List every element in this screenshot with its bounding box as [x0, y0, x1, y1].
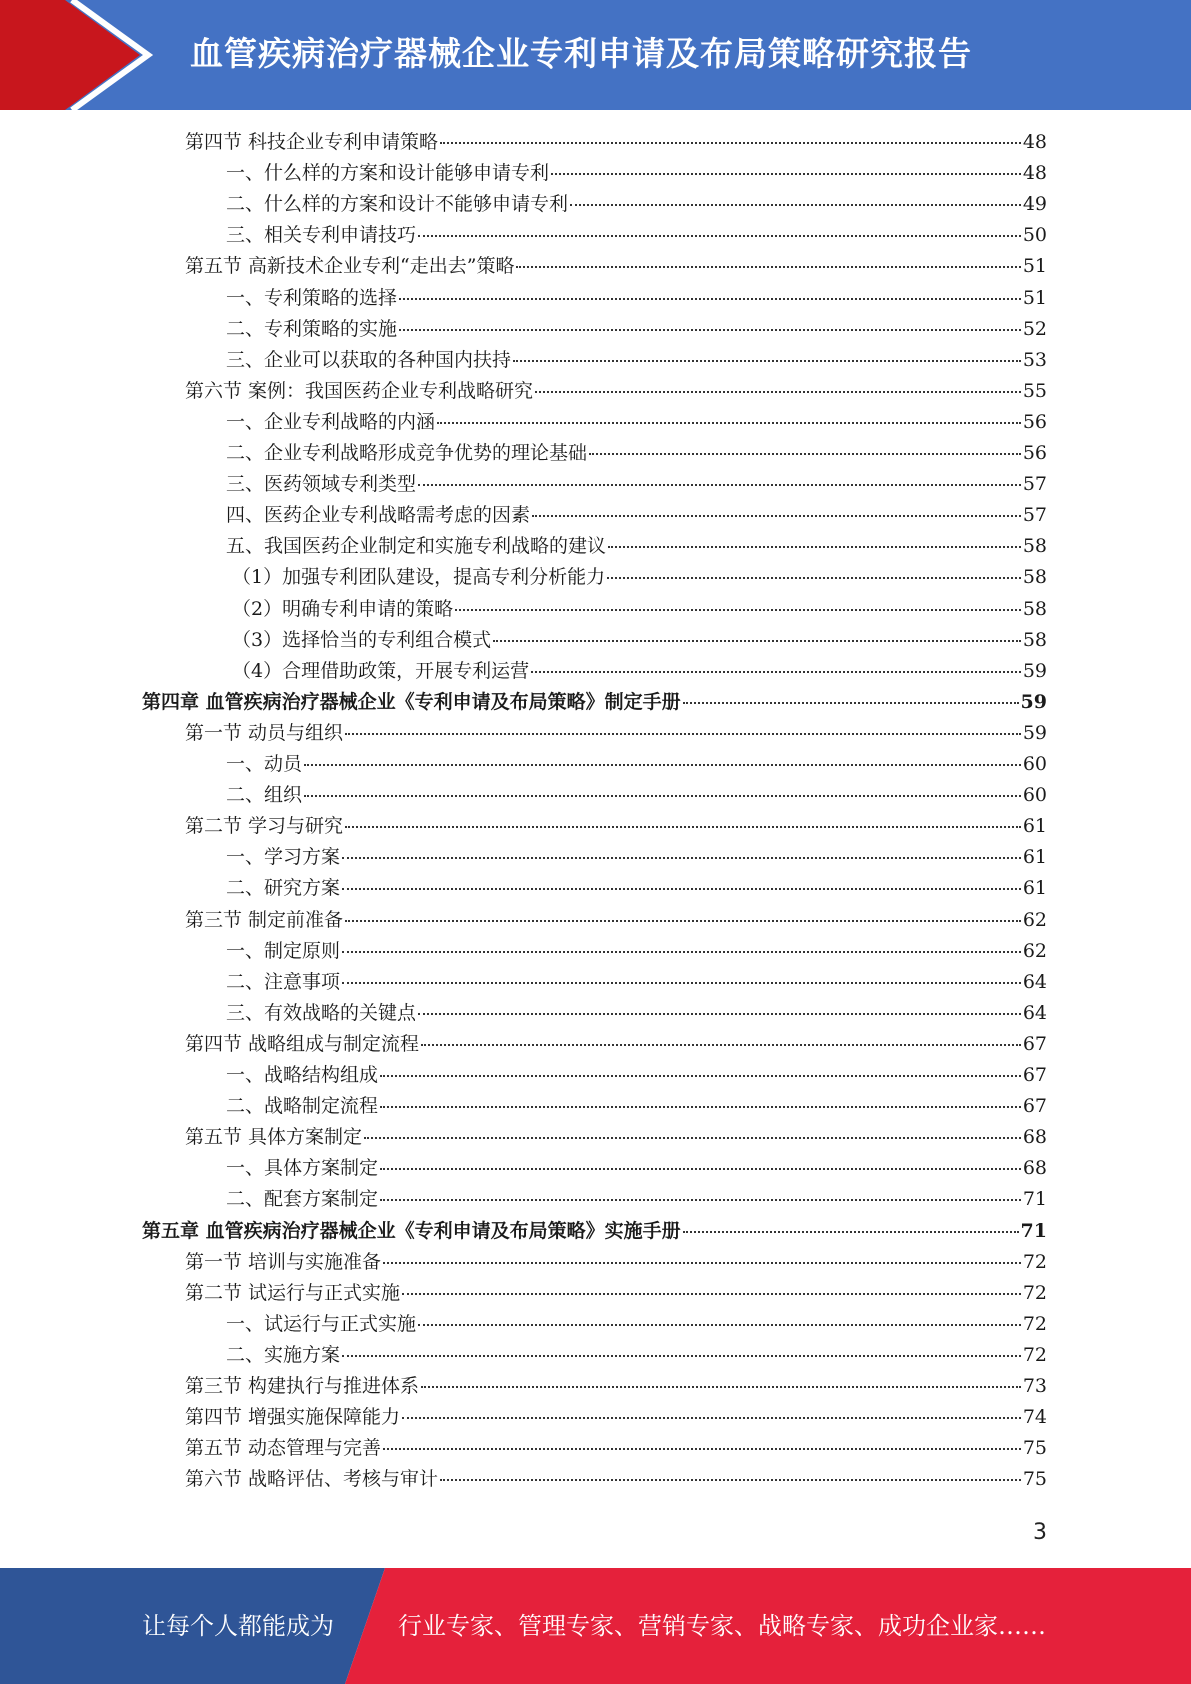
toc-entry-page: 61: [1022, 877, 1047, 900]
footer-slogan-left: 让每个人都能成为: [142, 1612, 334, 1640]
toc-entry-page: 64: [1022, 1001, 1047, 1024]
toc-entry-label: 第五章 血管疾病治疗器械企业《专利申请及布局策略》实施手册: [142, 1219, 681, 1242]
dot-leader: [493, 639, 1021, 642]
toc-entry-label: （4）合理借助政策，开展专利运营: [232, 659, 530, 682]
toc-entry-page: 57: [1022, 504, 1047, 527]
toc-entry-label: 第一节 培训与实施准备: [185, 1250, 382, 1273]
toc-entry-page: 48: [1022, 162, 1047, 185]
toc-entry-page: 60: [1022, 753, 1047, 775]
dot-leader: [437, 421, 1021, 424]
toc-entry-page: 58: [1022, 535, 1047, 558]
dot-leader: [551, 172, 1021, 175]
toc-entry-label: 二、战略制定流程: [226, 1095, 379, 1118]
dot-leader: [421, 1385, 1021, 1388]
toc-entry-label: 第三节 构建执行与推进体系: [185, 1375, 420, 1397]
dot-leader: [535, 390, 1021, 393]
toc-entry-page: 59: [1020, 690, 1047, 713]
toc-entry-label: 二、什么样的方案和设计不能够申请专利: [226, 193, 569, 216]
dot-leader: [421, 1043, 1021, 1046]
toc-entry-page: 56: [1022, 410, 1047, 433]
dot-leader: [304, 763, 1021, 766]
toc-entry[interactable]: [185, 376, 1047, 407]
toc-entry[interactable]: [226, 1153, 1047, 1184]
toc-entry-page: 58: [1022, 566, 1047, 589]
toc-entry[interactable]: [226, 345, 1047, 376]
toc-entry-page: 52: [1022, 317, 1047, 340]
toc-entry-page: 48: [1022, 131, 1047, 153]
toc-entry[interactable]: [185, 1278, 1047, 1309]
toc-entry-label: 第六节 战略评估、考核与审计: [185, 1468, 439, 1491]
toc-entry-page: 64: [1022, 970, 1047, 993]
toc-entry[interactable]: [226, 1340, 1047, 1371]
toc-entry[interactable]: [226, 220, 1047, 251]
toc-entry[interactable]: [226, 438, 1047, 469]
toc-entry-label: 一、试运行与正式实施: [226, 1312, 417, 1335]
toc-entry[interactable]: [185, 1029, 1047, 1060]
toc-entry-label: 一、企业专利战略的内涵: [226, 410, 436, 433]
dot-leader: [516, 265, 1020, 268]
toc-entry-page: 51: [1022, 286, 1047, 309]
toc-entry-page: 75: [1022, 1437, 1047, 1460]
dot-leader: [345, 919, 1021, 922]
dot-leader: [418, 234, 1021, 237]
page-number: 3: [1033, 1520, 1047, 1545]
toc-entry-page: 49: [1022, 193, 1047, 216]
toc-entry-page: 72: [1022, 1281, 1047, 1304]
dot-leader: [455, 608, 1021, 611]
toc-entry-label: 三、相关专利申请技巧: [226, 224, 417, 247]
toc-entry-page: 57: [1022, 473, 1047, 496]
toc-entry-label: 一、制定原则: [226, 939, 341, 962]
toc-entry-page: 73: [1022, 1375, 1047, 1397]
dot-leader: [399, 297, 1021, 300]
toc-entry[interactable]: [185, 1402, 1047, 1433]
toc-entry-label: 第一节 动员与组织: [185, 721, 344, 744]
toc-entry[interactable]: [185, 905, 1047, 936]
dot-leader: [402, 1416, 1021, 1419]
toc-entry[interactable]: [226, 314, 1047, 345]
toc-entry-label: 第四章 血管疾病治疗器械企业《专利申请及布局策略》制定手册: [142, 690, 681, 713]
dot-leader: [683, 701, 1019, 704]
page-header: [0, 0, 1191, 110]
toc-entry-label: 二、实施方案: [226, 1343, 341, 1366]
toc-entry-page: 71: [1022, 1188, 1047, 1211]
toc-entry[interactable]: [226, 407, 1047, 438]
toc-entry[interactable]: [226, 1060, 1047, 1091]
toc-entry-page: 72: [1022, 1312, 1047, 1335]
dot-leader: [342, 856, 1021, 859]
dot-leader: [345, 825, 1021, 828]
toc-entry-page: 59: [1022, 659, 1047, 682]
toc-entry-page: 67: [1022, 1095, 1047, 1118]
toc-entry[interactable]: [226, 189, 1047, 220]
toc-entry-label: 一、具体方案制定: [226, 1157, 379, 1180]
toc-entry-page: 75: [1022, 1468, 1047, 1491]
dot-leader: [683, 1230, 1019, 1233]
dot-leader: [383, 1261, 1021, 1264]
toc-entry-page: 72: [1022, 1250, 1047, 1273]
toc-entry-label: 四、医药企业专利战略需考虑的因素: [226, 504, 531, 527]
toc-entry-label: 第五节 具体方案制定: [185, 1126, 363, 1149]
toc-entry-label: 一、学习方案: [226, 846, 341, 869]
toc-entry-page: 59: [1022, 721, 1047, 744]
toc-entry-label: 三、有效战略的关键点: [226, 1001, 417, 1024]
toc-entry-label: （1）加强专利团队建设，提高专利分析能力: [232, 566, 606, 589]
toc-entry-label: （3）选择恰当的专利组合模式: [232, 628, 492, 651]
toc-entry-label: 二、专利策略的实施: [226, 317, 398, 340]
toc-entry-page: 68: [1022, 1126, 1047, 1149]
toc-entry-page: 55: [1022, 379, 1047, 402]
footer-slogan-right: 行业专家、管理专家、营销专家、战略专家、成功企业家……: [398, 1612, 1046, 1640]
toc-entry-page: 58: [1022, 628, 1047, 651]
toc-entry-label: 三、医药领域专利类型: [226, 473, 417, 496]
toc-entry[interactable]: [226, 936, 1047, 967]
toc-entry[interactable]: [226, 1091, 1047, 1122]
dot-leader: [380, 1074, 1021, 1077]
toc-entry[interactable]: [226, 1184, 1047, 1215]
dot-leader: [589, 452, 1021, 455]
page-footer: [0, 1568, 1191, 1684]
toc-entry-page: 71: [1020, 1219, 1047, 1242]
toc-entry-page: 68: [1022, 1157, 1047, 1180]
dot-leader: [440, 1478, 1021, 1481]
toc-entry-page: 61: [1022, 815, 1047, 838]
toc-entry-label: 第五节 动态管理与完善: [185, 1437, 382, 1460]
toc-entry-label: 一、动员: [226, 753, 303, 775]
toc-entry[interactable]: [226, 749, 1047, 780]
toc-entry[interactable]: [232, 594, 1047, 625]
toc-entry[interactable]: [185, 1371, 1047, 1402]
dot-leader: [418, 1012, 1021, 1015]
toc-entry-label: （2）明确专利申请的策略: [232, 597, 454, 620]
toc-entry[interactable]: [226, 873, 1047, 904]
toc-entry-page: 61: [1022, 846, 1047, 869]
toc-entry-page: 72: [1022, 1343, 1047, 1366]
toc-entry-label: 第四节 战略组成与制定流程: [185, 1032, 420, 1055]
toc-entry-label: 二、配套方案制定: [226, 1188, 379, 1211]
dot-leader: [342, 1354, 1021, 1357]
toc-entry[interactable]: [232, 562, 1047, 593]
toc-entry-page: 62: [1022, 908, 1047, 931]
toc-entry-label: 第四节 科技企业专利申请策略: [185, 131, 439, 153]
dot-leader: [380, 1167, 1021, 1170]
toc-entry[interactable]: [226, 998, 1047, 1029]
dot-leader: [440, 141, 1021, 144]
dot-leader: [513, 359, 1021, 362]
toc-entry-label: 第四节 增强实施保障能力: [185, 1406, 401, 1429]
toc-entry-page: 56: [1022, 442, 1047, 464]
dot-leader: [345, 732, 1021, 735]
dot-leader: [532, 514, 1021, 517]
dot-leader: [342, 887, 1021, 890]
dot-leader: [418, 1323, 1021, 1326]
toc-entry-label: 一、专利策略的选择: [226, 286, 398, 309]
toc-entry[interactable]: [185, 127, 1047, 158]
toc-entry-label: 二、组织: [226, 784, 303, 807]
dot-leader: [342, 981, 1021, 984]
dot-leader: [607, 576, 1021, 579]
toc-entry-page: 67: [1022, 1032, 1047, 1055]
toc-entry[interactable]: [185, 1433, 1047, 1464]
toc-entry-label: 第六节 案例：我国医药企业专利战略研究: [185, 379, 534, 402]
dot-leader: [304, 794, 1021, 797]
toc-entry-page: 67: [1022, 1064, 1047, 1086]
toc-entry-page: 74: [1022, 1406, 1047, 1429]
toc-entry-page: 51: [1022, 255, 1047, 278]
toc-entry[interactable]: [226, 531, 1047, 562]
dot-leader: [570, 203, 1021, 206]
toc-entry-label: 第三节 制定前准备: [185, 908, 344, 931]
dot-leader: [380, 1198, 1021, 1201]
dot-leader: [418, 483, 1021, 486]
dot-leader: [380, 1105, 1021, 1108]
toc-entry[interactable]: [226, 1309, 1047, 1340]
toc-entry[interactable]: [142, 1216, 1047, 1247]
toc-entry-label: 第二节 学习与研究: [185, 815, 344, 838]
toc-entry-page: 58: [1022, 597, 1047, 620]
toc-entry-label: 二、研究方案: [226, 877, 341, 900]
toc-entry-page: 50: [1022, 224, 1047, 247]
toc-entry[interactable]: [232, 656, 1047, 687]
toc-entry-label: 第二节 试运行与正式实施: [185, 1281, 401, 1304]
toc-entry[interactable]: [185, 1247, 1047, 1278]
toc-entry[interactable]: [226, 283, 1047, 314]
dot-leader: [531, 670, 1021, 673]
toc-entry-label: 第五节 高新技术企业专利“走出去”策略: [185, 255, 515, 278]
dot-leader: [608, 545, 1021, 548]
dot-leader: [402, 1292, 1021, 1295]
dot-leader: [399, 328, 1021, 331]
toc-entry[interactable]: [226, 842, 1047, 873]
toc-entry[interactable]: [185, 811, 1047, 842]
toc-entry[interactable]: [185, 1122, 1047, 1153]
toc-entry-label: 一、战略结构组成: [226, 1064, 379, 1086]
dot-leader: [364, 1136, 1021, 1139]
dot-leader: [342, 950, 1021, 953]
toc-entry-page: 53: [1022, 348, 1047, 371]
toc-entry[interactable]: [185, 1464, 1047, 1495]
toc-entry[interactable]: [185, 718, 1047, 749]
toc-entry[interactable]: [226, 469, 1047, 500]
toc-entry[interactable]: [142, 687, 1047, 718]
red-chevron-icon: [0, 0, 160, 110]
toc-entry-page: 62: [1022, 939, 1047, 962]
toc-entry[interactable]: [226, 780, 1047, 811]
toc-entry-label: 二、企业专利战略形成竞争优势的理论基础: [226, 442, 588, 464]
toc-entry-label: 一、什么样的方案和设计能够申请专利: [226, 162, 550, 185]
toc-entry[interactable]: [185, 251, 1047, 282]
report-title: 血管疾病治疗器械企业专利申请及布局策略研究报告: [190, 34, 972, 73]
toc-entry-page: 60: [1022, 784, 1047, 807]
toc-entry[interactable]: [226, 500, 1047, 531]
toc-entry-label: 五、我国医药企业制定和实施专利战略的建议: [226, 535, 607, 558]
toc-entry[interactable]: [226, 967, 1047, 998]
toc-entry[interactable]: [226, 158, 1047, 189]
toc-entry-label: 三、企业可以获取的各种国内扶持: [226, 348, 512, 371]
toc-entry-label: 二、注意事项: [226, 970, 341, 993]
dot-leader: [383, 1447, 1021, 1450]
toc-entry[interactable]: [232, 625, 1047, 656]
